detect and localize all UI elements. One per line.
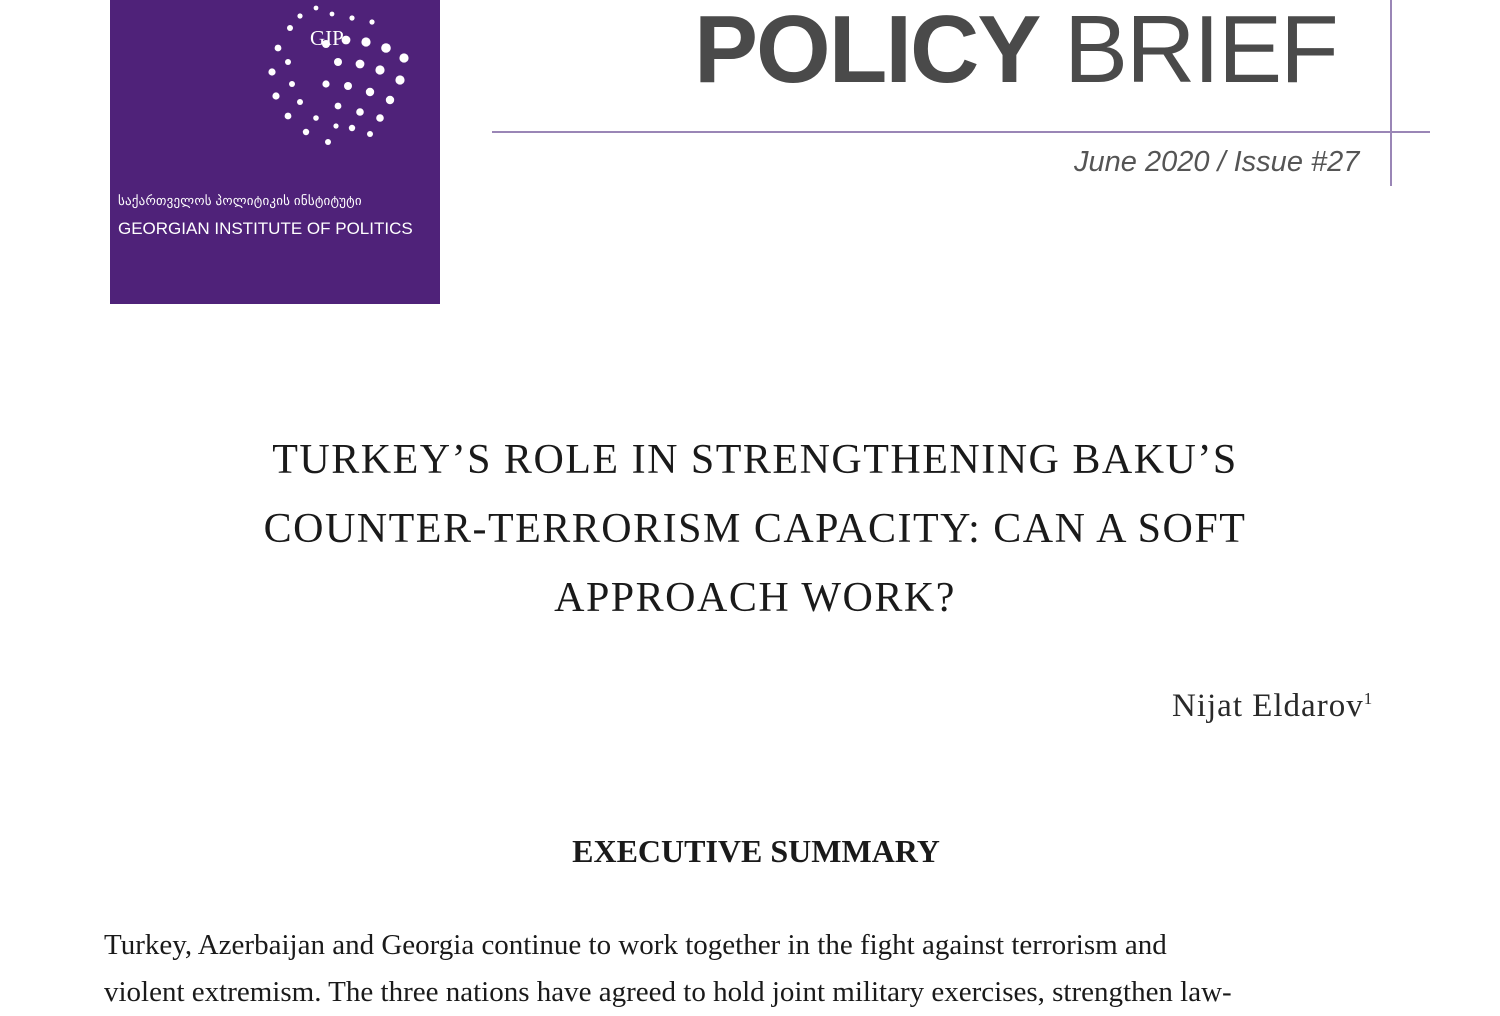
author-name [1172, 688, 1373, 725]
summary-body [104, 922, 1410, 1016]
star-globe-icon [260, 0, 420, 150]
title-line: APPROACH WORK? [554, 575, 956, 621]
body-line: violent extremism. The three nations have agreed to hold joint military exercises, strengthen law- [104, 976, 1232, 1008]
executive-summary-heading: EXECUTIVE SUMMARY [572, 833, 940, 869]
gip-logo [110, 0, 440, 304]
header-horizontal-rule [492, 131, 1430, 133]
header-vertical-rule [1390, 0, 1392, 186]
logo-english-name: GEORGIAN INSTITUTE OF POLITICS [118, 219, 413, 238]
title-light-word: BRIEF [1064, 0, 1337, 103]
body-line: Turkey, Azerbaijan and Georgia continue to work together in the fight against terrorism and [104, 929, 1167, 961]
document-title [150, 426, 1360, 633]
title-line: TURKEY’S ROLE IN STRENGTHENING BAKU’S [272, 437, 1238, 483]
logo-abbreviation: GIP [310, 26, 344, 50]
issue-date: June 2020 / Issue #27 [1074, 146, 1360, 178]
logo-georgian-name: საქართველოს პოლიტიკის ინსტიტუტი [118, 193, 362, 208]
title-line: COUNTER-TERRORISM CAPACITY: CAN A SOFT [263, 506, 1247, 552]
footnote-marker: 1 [1363, 689, 1374, 708]
title-bold-word: POLICY [694, 0, 1040, 103]
publication-type-title [694, 0, 1337, 103]
author-text: Nijat Eldarov [1172, 688, 1364, 724]
